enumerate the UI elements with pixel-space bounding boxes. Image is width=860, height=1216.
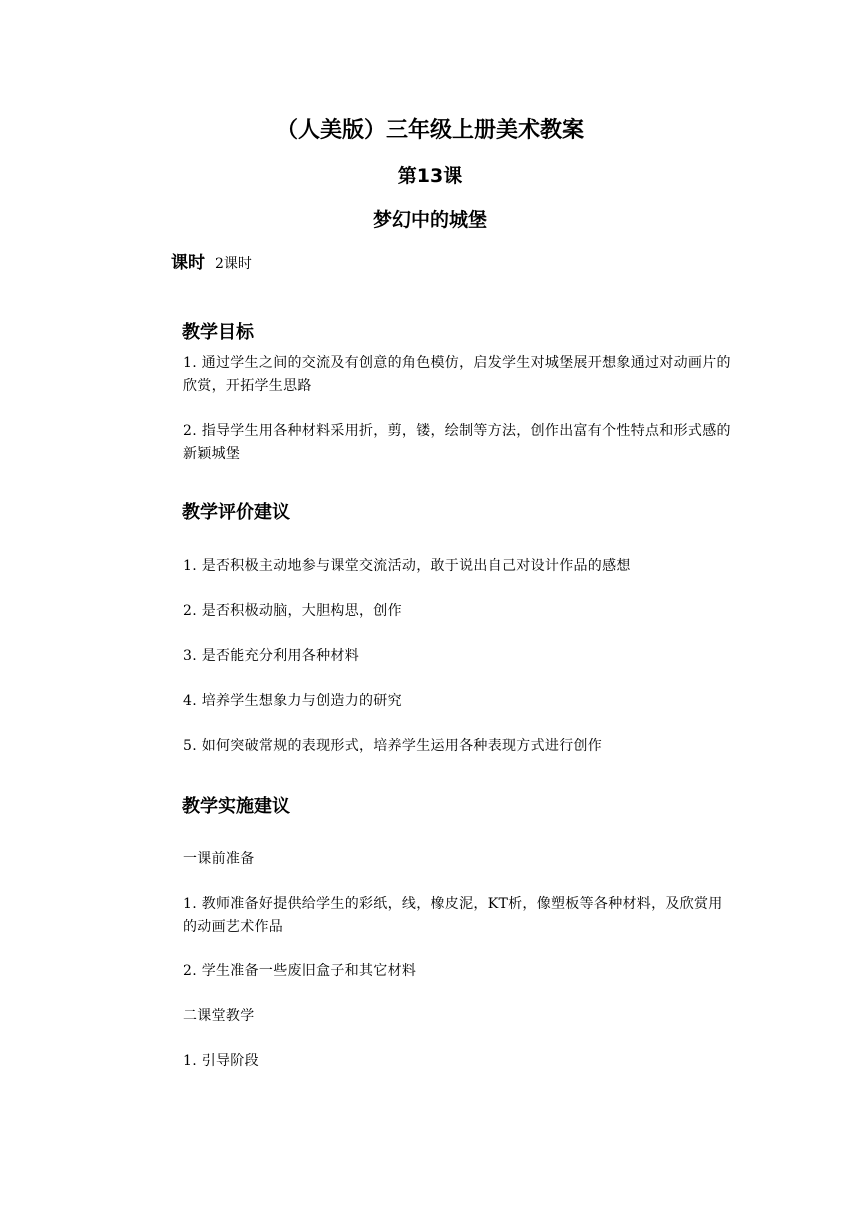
evaluation-item: 4. 培养学生想象力与创造力的研究 bbox=[183, 693, 402, 709]
goals-section-title: 教学目标 bbox=[182, 322, 254, 343]
goal-item: 2. 指导学生用各种材料采用折，剪，镂，绘制等方法，创作出富有个性特点和形式感的新颖城堡 bbox=[183, 423, 731, 462]
evaluation-item: 2. 是否积极动脑，大胆构思，创作 bbox=[183, 603, 402, 619]
prep-heading: 一课前准备 bbox=[183, 851, 255, 867]
prep-item: 2. 学生准备一些废旧盒子和其它材料 bbox=[183, 963, 417, 979]
prep-item: 1. 教师准备好提供给学生的彩纸，线，橡皮泥，KT析，像塑板等各种材料，及欣赏用的动画艺术作品 bbox=[183, 896, 723, 935]
class-hours bbox=[171, 252, 252, 275]
class-hours-value: 2课时 bbox=[215, 256, 252, 272]
class-item: 1. 引导阶段 bbox=[183, 1053, 259, 1069]
class-hours-label: 课时 bbox=[171, 253, 205, 273]
evaluation-item: 3. 是否能充分利用各种材料 bbox=[183, 648, 360, 664]
lesson-subject: 梦幻中的城堡 bbox=[372, 209, 487, 231]
evaluation-item: 5. 如何突破常规的表现形式，培养学生运用各种表现方式进行创作 bbox=[183, 738, 603, 754]
evaluation-item: 1. 是否积极主动地参与课堂交流活动，敢于说出自己对设计作品的感想 bbox=[183, 558, 631, 574]
lesson-number: 第13课 bbox=[397, 165, 463, 187]
class-heading: 二课堂教学 bbox=[183, 1008, 255, 1024]
evaluation-section-title: 教学评价建议 bbox=[182, 502, 290, 523]
goal-item: 1. 通过学生之间的交流及有创意的角色模仿，启发学生对城堡展开想象通过对动画片的欣赏，开拓学生思路 bbox=[183, 355, 731, 394]
document-title: （人美版）三年级上册美术教案 bbox=[275, 118, 584, 143]
implementation-section-title: 教学实施建议 bbox=[182, 796, 290, 817]
